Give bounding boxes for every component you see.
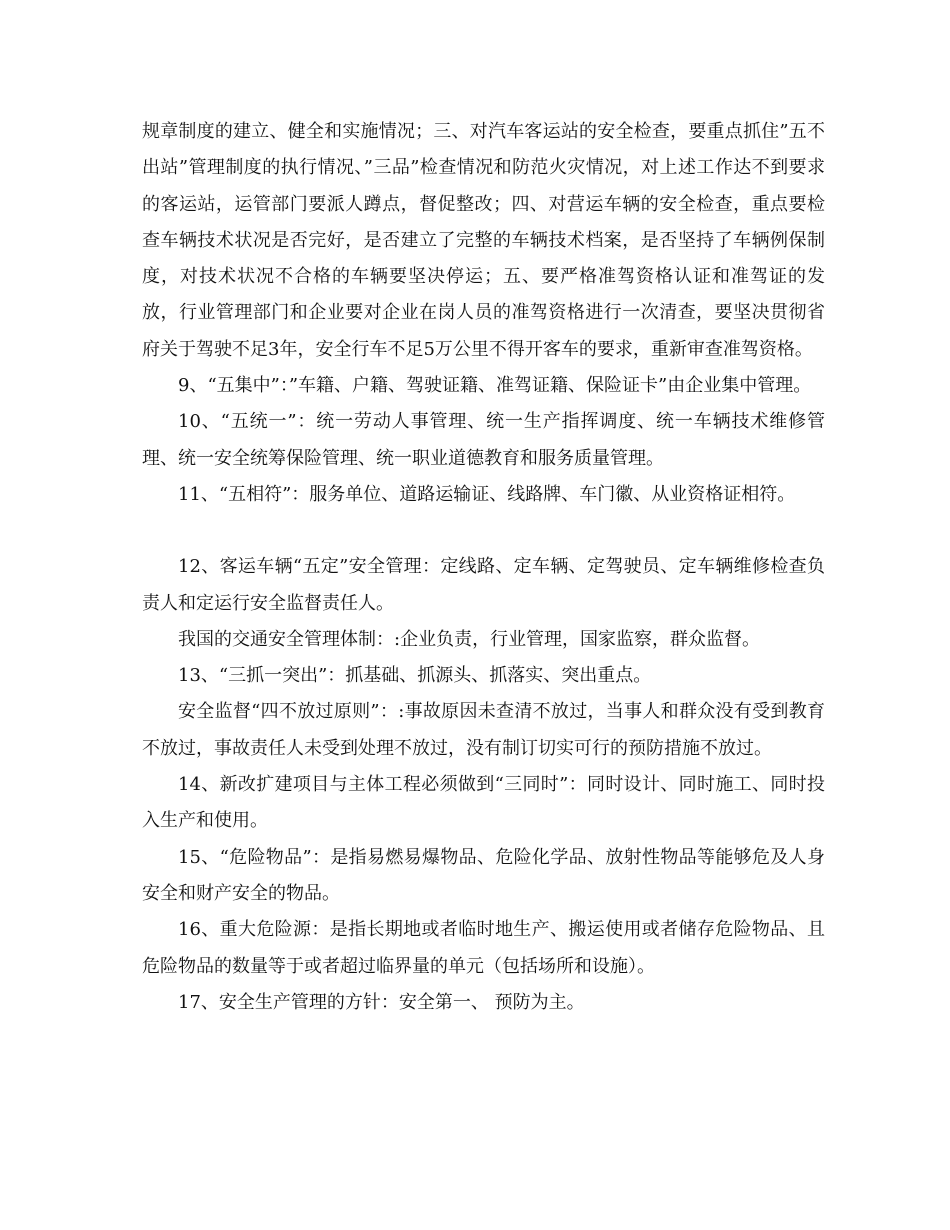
paragraph-item-16: 16、重大危险源：是指长期地或者临时地生产、搬运使用或者储存危险物品、且危险物品的数量等于或者超过临界量的单元（包括场所和设施）。 xyxy=(142,919,825,977)
paragraph-item-12: 12、客运车辆“五定”安全管理：定线路、定车辆、定驾驶员、定车辆维修检查负责人和定运行安全监督责任人。 xyxy=(142,556,825,614)
paragraph-item-17: 17、安全生产管理的方针：安全第一、 预防为主。 xyxy=(178,991,585,1013)
paragraph-item-14: 14、新改扩建项目与主体工程必须做到“三同时”：同时设计、同时施工、同时投入生产和使用。 xyxy=(142,774,825,832)
paragraph-four-principles: 安全监督“四不放过原则”：:事故原因未查清不放过，当事人和群众没有受到教育不放过，事故责任人未受到处理不放过，没有制订切实可行的预防措施不放过。 xyxy=(142,701,825,759)
paragraph-management-system: 我国的交通安全管理体制：:企业负责，行业管理，国家监察，群众监督。 xyxy=(178,628,761,650)
paragraph-item-10: 10、“五统一”：统一劳动人事管理、统一生产指挥调度、统一车辆技术维修管理、统一安全统筹保险管理、统一职业道德教育和服务质量管理。 xyxy=(142,411,825,469)
blank-line xyxy=(142,513,825,549)
paragraph-item-13: 13、“三抓一突出”：抓基础、抓源头、抓落实、突出重点。 xyxy=(178,665,652,687)
paragraph-item-9: 9、“五集中”：”车籍、户籍、驾驶证籍、准驾证籍、保险证卡”由企业集中管理。 xyxy=(178,375,812,397)
paragraph-continued: 规章制度的建立、健全和实施情况；三、对汽车客运站的安全检查，要重点抓住”五不出站”管理制度的执行情况、”三品”检查情况和防范火灾情况，对上述工作达不到要求的客运站，运管部门要派人蹲点，督促整改；四、对营运车辆的安全检查，重点要检查车辆技术状况是否完好，是否建立了完整的车辆技术档案，是否坚持了车辆例保制度，对技术状况不合格的车辆要坚决停运；五、要严格准驾资格认证和准驾证的发放，行业管理部门和企业要对企业在岗人员的准驾资格进行一次清查，要坚决贯彻省府关于驾驶不足3年，安全行车不足5万公里不得开客车的要求，重新审查准驾资格。 xyxy=(142,121,825,360)
paragraph-item-15: 15、“危险物品”：是指易燃易爆物品、危险化学品、放射性物品等能够危及人身安全和财产安全的物品。 xyxy=(142,846,825,904)
paragraph-item-11: 11、“五相符”：服务单位、道路运输证、线路牌、车门徽、从业资格证相符。 xyxy=(178,483,796,505)
